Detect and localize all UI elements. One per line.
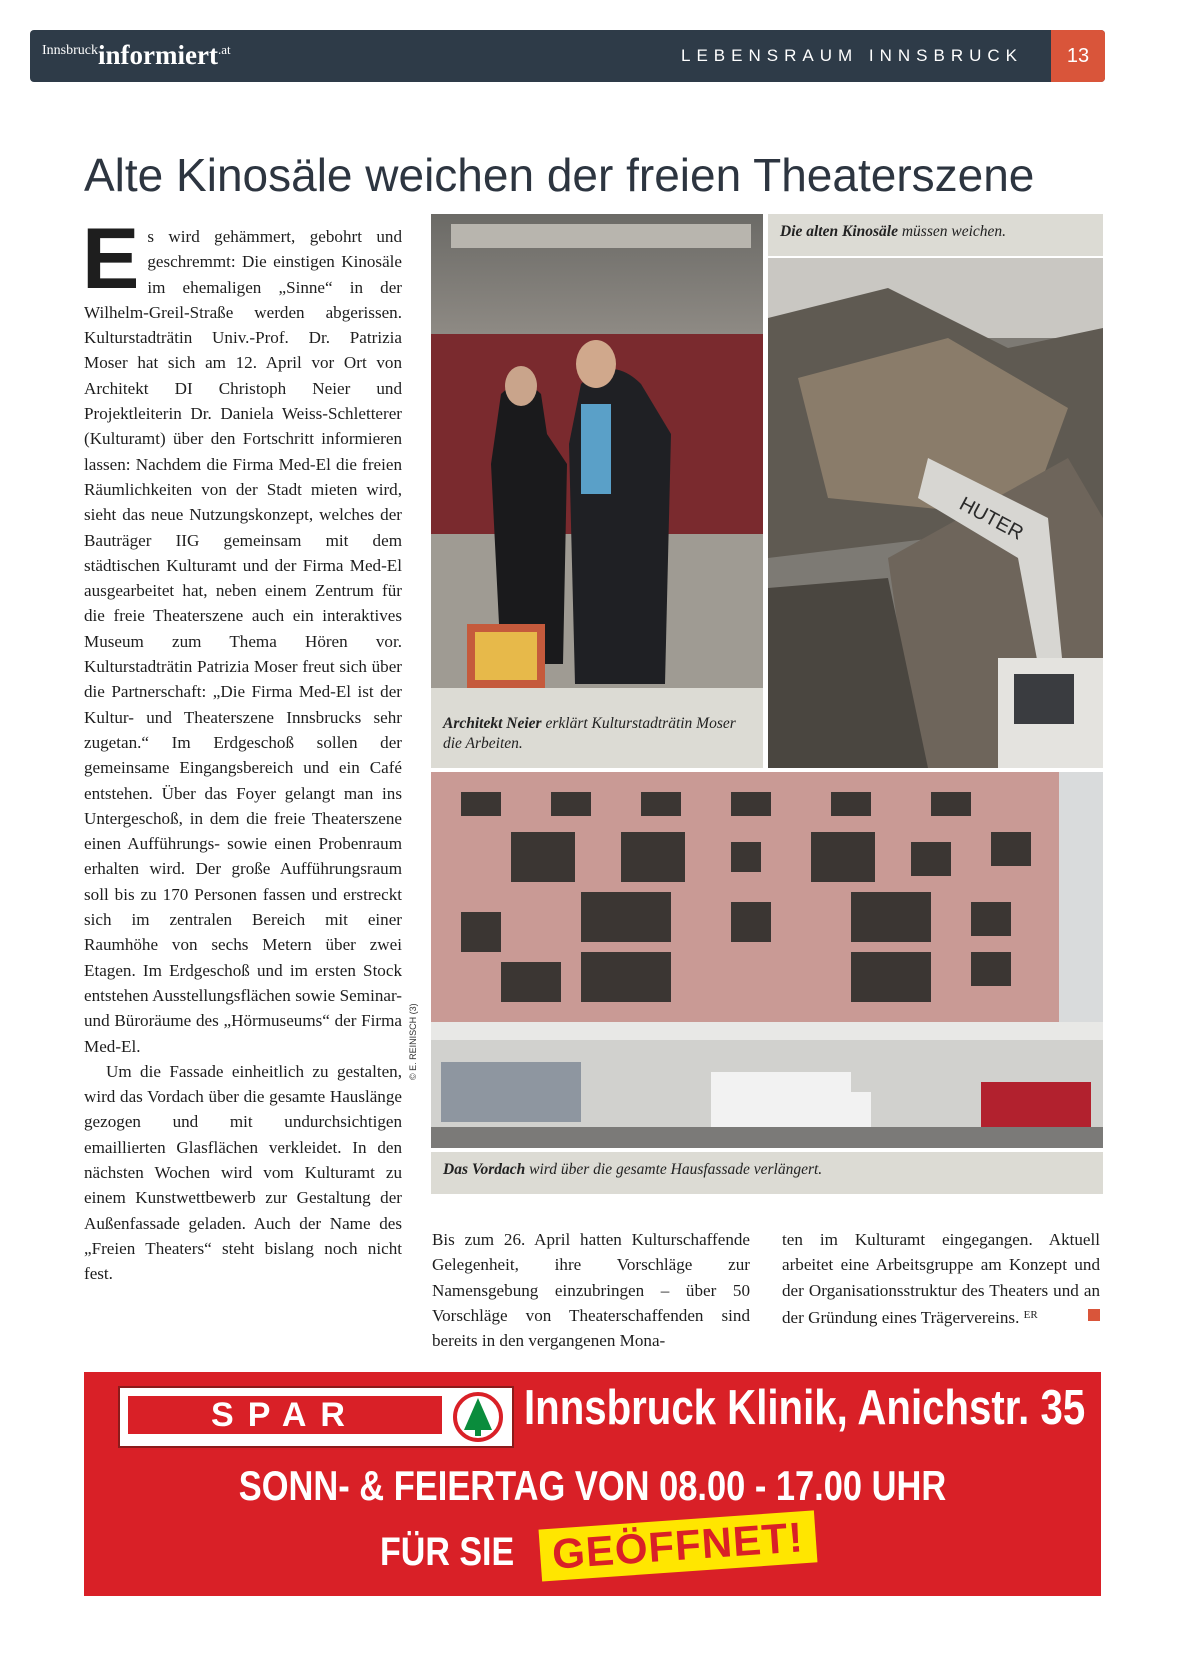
caption-architect <box>431 688 763 768</box>
photo-facade-image <box>431 772 1103 1148</box>
article-column-middle <box>432 1227 750 1353</box>
caption-cinema-text: müssen weichen. <box>897 223 1007 240</box>
ad-open-badge: GEÖFFNET! <box>539 1510 818 1581</box>
svg-text:HUTER: HUTER <box>955 492 1027 545</box>
article-column-right <box>782 1227 1100 1330</box>
caption-architect-text: erklärt Kulturstadträtin Moser die Arbeiten. <box>443 715 736 752</box>
paragraph-2: Um die Fassade einheitlich zu gestalten, wird das Vordach über die gesamte Hauslänge gezogen und mit undurchsichtigen emaillierten Glasflächen verkleidet. In den nächsten Wochen wird vom Kulturamt zu einem Kunstwettbewerb zur Gestaltung der Außenfassade geladen. Auch der Name des „Freien Theaters“ steht bislang noch nicht fest. <box>84 1061 402 1284</box>
photo-demolition-image <box>768 258 1103 768</box>
spar-logo-text: SPAR <box>128 1396 442 1434</box>
paragraph-4-text: ten im Kulturamt eingegangen. Aktuell arbeitet eine Arbeitsgruppe am Konzept und der Organisationsstruktur des Theaters und an der Gründung eines Trägervereins. <box>782 1230 1100 1327</box>
paragraph-4 <box>782 1227 1100 1330</box>
article-headline: Alte Kinosäle weichen der freien Theaterszene <box>84 149 1035 201</box>
section-title: LEBENSRAUM INNSBRUCK <box>681 46 1023 65</box>
brand-big: informiert <box>98 40 218 70</box>
paragraph-1 <box>82 211 402 1059</box>
end-mark <box>1088 1309 1100 1321</box>
paragraph-3: Bis zum 26. April hatten Kulturschaffende Gelegenheit, ihre Vorschläge zur Namensgebung einzubringen – über 50 Vorschläge von Theaterschaffenden sind bereits in den vergangenen Mona- <box>432 1230 750 1351</box>
caption-cinema <box>768 214 1103 256</box>
brand-suffix: .at <box>217 42 231 57</box>
caption-facade <box>431 1152 1103 1194</box>
caption-facade-bold: Das Vordach <box>443 1161 526 1178</box>
article-column-left <box>82 211 402 1286</box>
photo-architect-moser-image <box>431 214 763 688</box>
drop-cap: E <box>82 211 140 307</box>
ad-title: Innsbruck Klinik, Anichstr. 35 <box>524 1381 1086 1435</box>
ad-opening-hours: SONN- & FEIERTAG VON 08.00 - 17.00 UHR <box>238 1462 947 1509</box>
photo-architect-moser <box>431 214 763 688</box>
photo-credit: © E. REINISCH (3) <box>408 1003 418 1080</box>
photo-facade <box>431 772 1103 1148</box>
ad-for-you: FÜR SIE <box>380 1530 515 1574</box>
spar-advertisement <box>84 1372 1101 1596</box>
caption-facade-text: wird über die gesamte Hausfassade verlängert. <box>525 1161 823 1178</box>
caption-cinema-bold: Die alten Kinosäle <box>780 223 898 240</box>
author-initials: ER <box>1023 1308 1038 1321</box>
page-number: 13 <box>1051 30 1105 82</box>
spar-tree-icon <box>452 1392 504 1442</box>
brand-small: Innsbruck <box>42 43 98 58</box>
spar-logo <box>118 1386 514 1448</box>
caption-architect-bold: Architekt Neier <box>443 715 542 732</box>
photo-demolition <box>768 258 1103 768</box>
paragraph-1-text: s wird gehämmert, gebohrt und geschremmt: Die einstigen Kinosäle im ehemaligen „Sinne“ in der Wilhelm-Greil-Straße werden abgerissen. Kulturstadträtin Univ.-Prof. Dr. Patrizia Moser hat sich am 12. April vor Ort von Architekt DI Christoph Neier und Projektleiterin Dr. Daniela Weiss-Schletterer (Kulturamt) über den Fortschritt informieren lassen: Nachdem die Firma Med-El die freien Räumlichkeiten von der Stadt mieten wird, sieht das neue Nutzungskonzept, welches der Bauträger IIG gemeinsam mit dem städtischen Kulturamt und der Firma Med-El ausgearbeitet hat, neben einem Zentrum für die freie Theaterszene auch ein interaktives Museum zum Thema Hören vor. Kulturstadträtin Patrizia Moser freut sich über die Partnerschaft: „Die Firma Med-El ist der Kultur- und Theaterszene Innsbrucks sehr zugetan.“ Im Erdgeschoß sollen der gemeinsame Eingangsbereich und ein Café entstehen. Über das Foyer gelangt man ins Untergeschoß, in dem die freie Theaterszene einen Aufführungs- sowie einen Probenraum erhalten wird. Der große Aufführungsraum soll bis zu 170 Personen fassen und erstreckt sich im zentralen Bereich mit einer Raumhöhe von sechs Metern über zwei Etagen. Im Erdgeschoß und im ersten Stock entstehen Ausstellungsflächen sowie Seminar- und Büroräume des „Hörmuseums“ der Firma Med-El. <box>84 227 402 1056</box>
masthead-logo <box>42 40 231 71</box>
page-header <box>30 30 1105 82</box>
